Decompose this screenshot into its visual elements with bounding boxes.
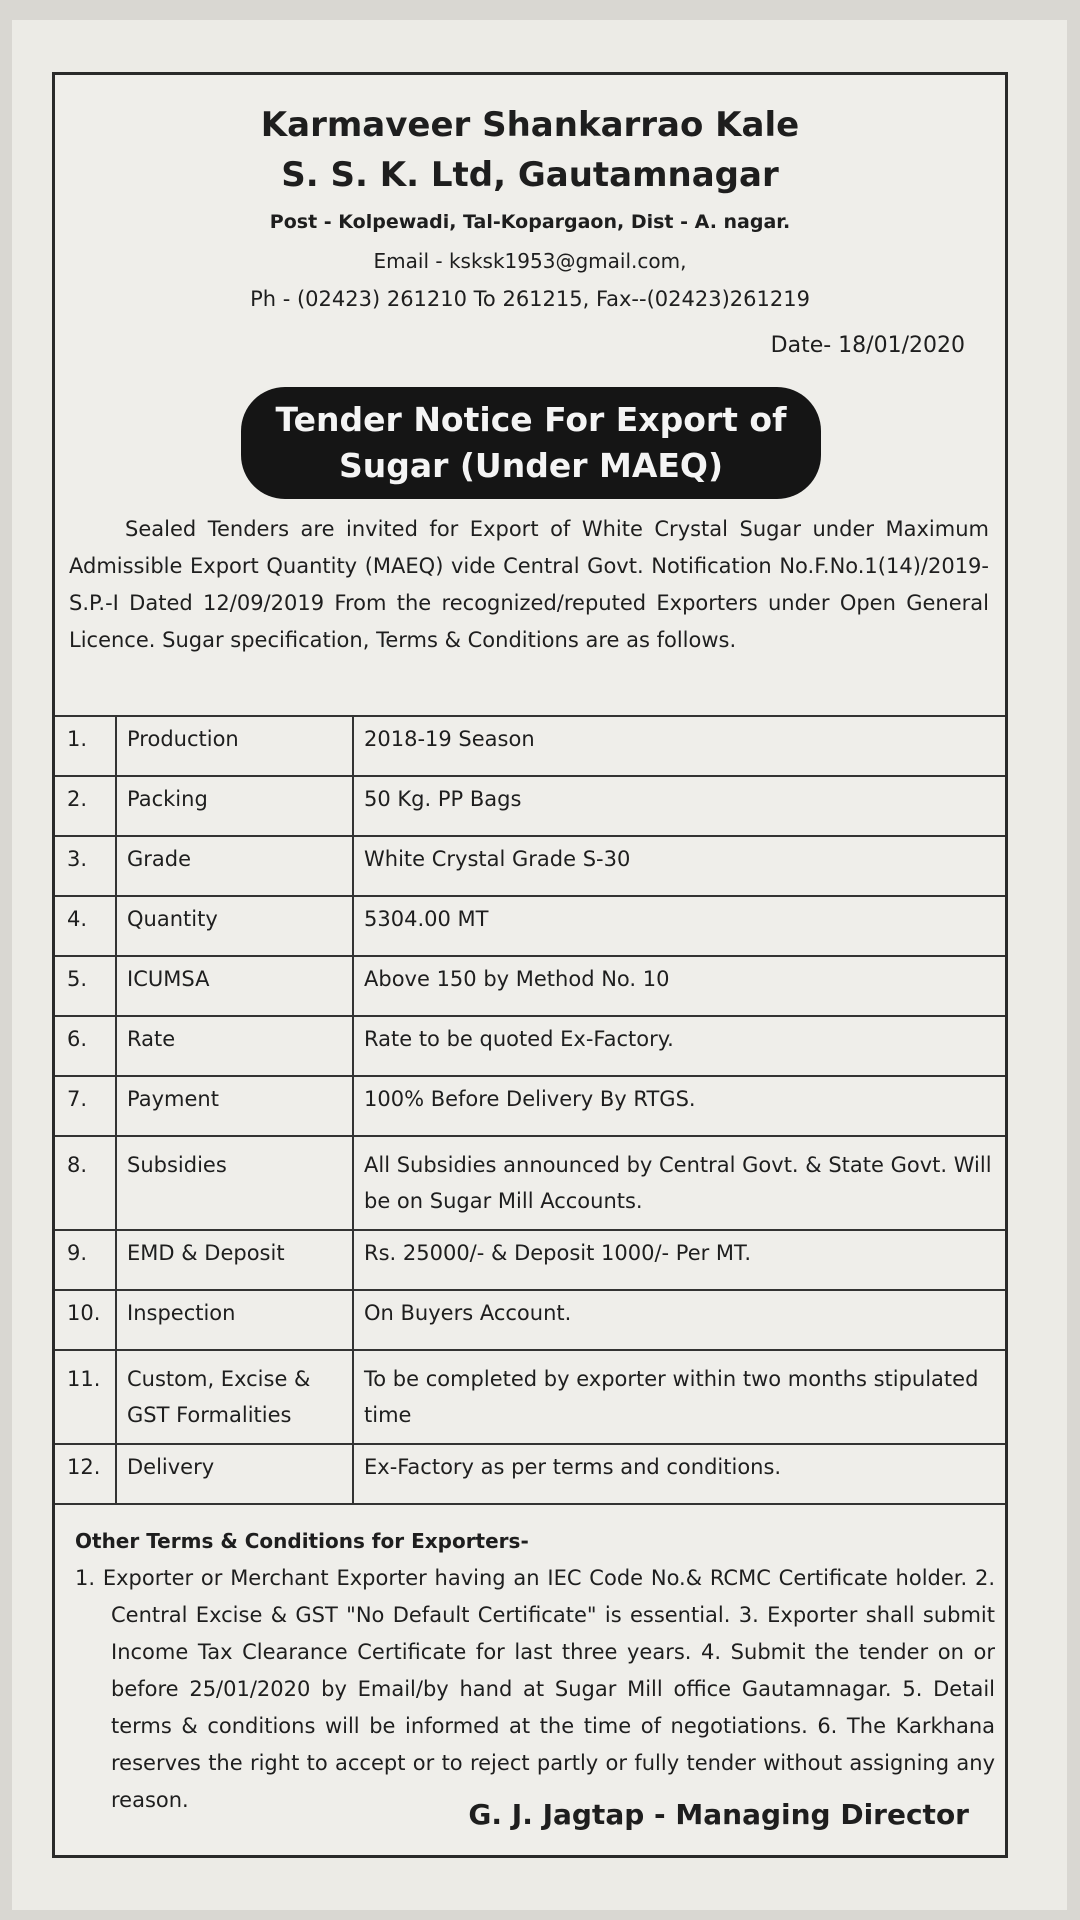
spec-no: 12. xyxy=(55,1444,116,1504)
spec-item: Inspection xyxy=(116,1290,353,1350)
spec-detail: On Buyers Account. xyxy=(353,1290,1005,1350)
terms-body: 1. Exporter or Merchant Exporter having an IEC Code No.& RCMC Certificate holder. 2. Central Excise & GST "No Default Certificate" is essential. 3. Exporter shall submit Income Tax Clearance Certificate for last three years. 4. Submit the tender on or before 25/01/2020 by Email/by hand at Sugar Mill office Gautamnagar. 5. Detail terms & conditions will be informed at the time of negotiations. 6. The Karkhana reserves the right to accept or to reject partly or fully tender without assigning any reason. xyxy=(75,1566,995,1812)
terms-heading: Other Terms & Conditions for Exporters- xyxy=(75,1529,529,1553)
spec-detail: 100% Before Delivery By RTGS. xyxy=(353,1076,1005,1136)
spec-detail: Rate to be quoted Ex-Factory. xyxy=(353,1016,1005,1076)
notice-title-banner xyxy=(241,387,821,499)
spec-detail: White Crystal Grade S-30 xyxy=(353,836,1005,896)
spec-item: Payment xyxy=(116,1076,353,1136)
spec-item: Packing xyxy=(116,776,353,836)
spec-no: 6. xyxy=(55,1016,116,1076)
spec-no: 2. xyxy=(55,776,116,836)
org-name-line2: S. S. K. Ltd, Gautamnagar xyxy=(281,155,779,195)
spec-no: 7. xyxy=(55,1076,116,1136)
spec-row xyxy=(55,1230,1005,1290)
spec-item: Delivery xyxy=(116,1444,353,1504)
spec-detail: To be completed by exporter within two months stipulated time xyxy=(353,1350,1005,1444)
notice-date: Date- 18/01/2020 xyxy=(770,333,965,358)
spec-no: 11. xyxy=(55,1350,116,1444)
spec-detail: 50 Kg. PP Bags xyxy=(353,776,1005,836)
org-phone: Ph - (02423) 261210 To 261215, Fax--(02423)261219 xyxy=(250,287,810,311)
intro-text: Sealed Tenders are invited for Export of White Crystal Sugar under Maximum Admissible Export Quantity (MAEQ) vide Central Govt. Notification No.F.No.1(14)/2019-S.P.-I Dated 12/09/2019 From the recognized/reputed Exporters under Open General Licence. Sugar specification, Terms & Conditions are as follows. xyxy=(69,517,989,652)
spec-row xyxy=(55,716,1005,776)
spec-item: Custom, Excise & GST Formalities xyxy=(116,1350,353,1444)
spec-no: 8. xyxy=(55,1136,116,1230)
spec-row xyxy=(55,1016,1005,1076)
specification-table xyxy=(55,715,1005,1505)
spec-detail: Above 150 by Method No. 10 xyxy=(353,956,1005,1016)
spec-row xyxy=(55,1350,1005,1444)
spec-row xyxy=(55,1076,1005,1136)
terms-section xyxy=(75,1523,995,1819)
spec-no: 5. xyxy=(55,956,116,1016)
notice-title-line1: Tender Notice For Export of xyxy=(275,400,787,439)
spec-item: ICUMSA xyxy=(116,956,353,1016)
spec-item: Production xyxy=(116,716,353,776)
spec-detail: All Subsidies announced by Central Govt. & State Govt. Will be on Sugar Mill Accounts. xyxy=(353,1136,1005,1230)
spec-detail: Ex-Factory as per terms and conditions. xyxy=(353,1444,1005,1504)
spec-row xyxy=(55,836,1005,896)
spec-item: Quantity xyxy=(116,896,353,956)
spec-item: Rate xyxy=(116,1016,353,1076)
spec-detail: 5304.00 MT xyxy=(353,896,1005,956)
spec-no: 3. xyxy=(55,836,116,896)
spec-row xyxy=(55,1444,1005,1504)
notice-frame xyxy=(52,72,1008,1858)
spec-detail: Rs. 25000/- & Deposit 1000/- Per MT. xyxy=(353,1230,1005,1290)
spec-item: Subsidies xyxy=(116,1136,353,1230)
spec-no: 4. xyxy=(55,896,116,956)
org-name-line1: Karmaveer Shankarrao Kale xyxy=(260,105,800,145)
spec-detail: 2018-19 Season xyxy=(353,716,1005,776)
spec-row xyxy=(55,896,1005,956)
spec-no: 9. xyxy=(55,1230,116,1290)
spec-row xyxy=(55,1136,1005,1230)
spec-no: 10. xyxy=(55,1290,116,1350)
intro-paragraph xyxy=(69,511,989,659)
spec-no: 1. xyxy=(55,716,116,776)
spec-row xyxy=(55,956,1005,1016)
org-address: Post - Kolpewadi, Tal-Kopargaon, Dist - A. nagar. xyxy=(269,211,791,233)
paper-sheet xyxy=(12,20,1067,1910)
spec-row xyxy=(55,776,1005,836)
spec-item: Grade xyxy=(116,836,353,896)
spec-item: EMD & Deposit xyxy=(116,1230,353,1290)
signature-line: G. J. Jagtap - Managing Director xyxy=(468,1798,969,1831)
notice-title-line2: Sugar (Under MAEQ) xyxy=(338,446,724,485)
spec-row xyxy=(55,1290,1005,1350)
org-email: Email - ksksk1953@gmail.com, xyxy=(373,249,687,273)
